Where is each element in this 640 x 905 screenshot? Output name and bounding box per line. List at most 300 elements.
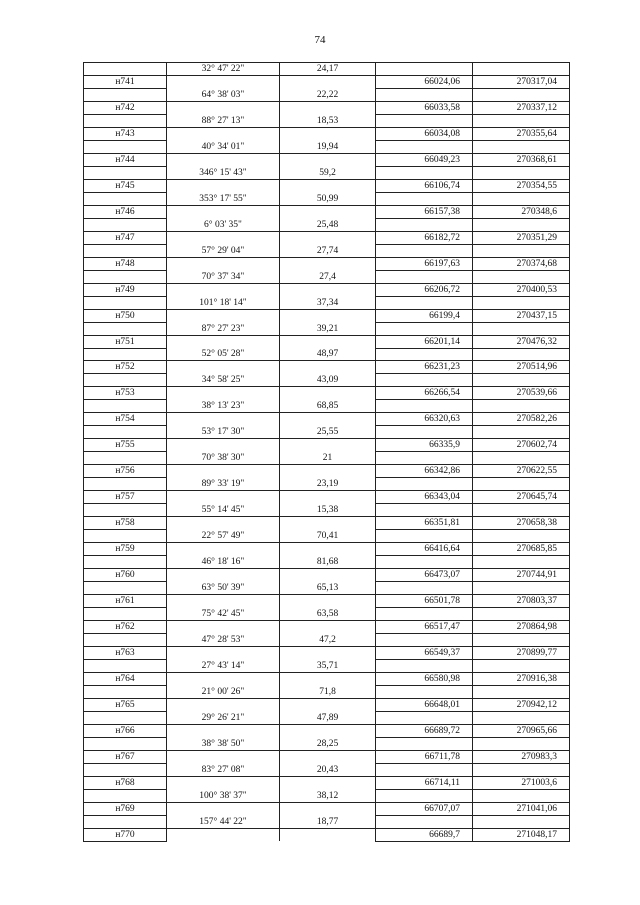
x-coordinate-cell: 66320,63 xyxy=(376,413,473,426)
x-cell xyxy=(376,374,473,387)
point-cell xyxy=(84,270,167,283)
distance-cell: 47,89 xyxy=(280,711,376,724)
y-cell xyxy=(473,737,570,750)
y-coordinate-cell: 270658,38 xyxy=(473,517,570,530)
distance-cell: 65,13 xyxy=(280,582,376,595)
point-name-cell: н749 xyxy=(84,283,167,296)
distance-cell xyxy=(280,413,376,426)
x-coordinate-cell: 66343,04 xyxy=(376,491,473,504)
x-coordinate-cell: 66416,64 xyxy=(376,543,473,556)
distance-cell: 21 xyxy=(280,452,376,465)
table-row-point xyxy=(84,491,570,504)
x-cell xyxy=(376,763,473,776)
angle-cell: 29° 26' 21" xyxy=(167,711,280,724)
distance-cell xyxy=(280,361,376,374)
x-coordinate-cell: 66201,14 xyxy=(376,335,473,348)
table-row-edge xyxy=(84,270,570,283)
point-name-cell: н748 xyxy=(84,257,167,270)
y-cell xyxy=(473,296,570,309)
point-cell xyxy=(84,711,167,724)
x-coordinate-cell: 66342,86 xyxy=(376,465,473,478)
x-coordinate-cell: 66689,72 xyxy=(376,724,473,737)
y-coordinate-cell: 271041,06 xyxy=(473,802,570,815)
table-row-point xyxy=(84,335,570,348)
angle-cell: 27° 43' 14" xyxy=(167,659,280,672)
angle-cell xyxy=(167,361,280,374)
x-cell xyxy=(376,530,473,543)
table-row-edge xyxy=(84,685,570,698)
angle-cell xyxy=(167,335,280,348)
y-cell xyxy=(473,63,570,76)
table-row-point xyxy=(84,179,570,192)
y-coordinate-cell: 270476,32 xyxy=(473,335,570,348)
distance-cell: 43,09 xyxy=(280,374,376,387)
angle-cell: 88° 27' 13" xyxy=(167,114,280,127)
distance-cell: 48,97 xyxy=(280,348,376,361)
angle-cell: 52° 05' 28" xyxy=(167,348,280,361)
y-cell xyxy=(473,244,570,257)
distance-cell: 20,43 xyxy=(280,763,376,776)
angle-cell xyxy=(167,672,280,685)
page-number: 74 xyxy=(314,34,326,46)
angle-cell: 22° 57' 49" xyxy=(167,530,280,543)
angle-cell xyxy=(167,491,280,504)
angle-cell xyxy=(167,621,280,634)
table-row-point xyxy=(84,569,570,582)
point-cell xyxy=(84,296,167,309)
y-coordinate-cell: 270983,3 xyxy=(473,750,570,763)
distance-cell xyxy=(280,595,376,608)
y-coordinate-cell: 270645,74 xyxy=(473,491,570,504)
distance-cell: 38,12 xyxy=(280,789,376,802)
x-coordinate-cell: 66648,01 xyxy=(376,698,473,711)
angle-cell xyxy=(167,517,280,530)
table-row-edge xyxy=(84,556,570,569)
distance-cell xyxy=(280,621,376,634)
angle-cell xyxy=(167,257,280,270)
y-cell xyxy=(473,711,570,724)
angle-cell: 346° 15' 43" xyxy=(167,166,280,179)
y-coordinate-cell: 270744,91 xyxy=(473,569,570,582)
angle-cell xyxy=(167,569,280,582)
angle-cell xyxy=(167,153,280,166)
x-coordinate-cell: 66473,07 xyxy=(376,569,473,582)
table-row-edge xyxy=(84,374,570,387)
angle-cell xyxy=(167,543,280,556)
table-row-edge xyxy=(84,582,570,595)
table-row-edge xyxy=(84,530,570,543)
distance-cell: 27,74 xyxy=(280,244,376,257)
distance-cell xyxy=(280,76,376,89)
point-name-cell: н745 xyxy=(84,179,167,192)
distance-cell: 81,68 xyxy=(280,556,376,569)
coordinates-table xyxy=(83,62,570,842)
angle-cell xyxy=(167,465,280,478)
y-cell xyxy=(473,322,570,335)
y-cell xyxy=(473,478,570,491)
table-row-point xyxy=(84,153,570,166)
x-cell xyxy=(376,608,473,621)
point-cell xyxy=(84,634,167,647)
table-row-edge xyxy=(84,763,570,776)
angle-cell: 40° 34' 01" xyxy=(167,140,280,153)
distance-cell: 18,77 xyxy=(280,815,376,828)
distance-cell: 59,2 xyxy=(280,166,376,179)
x-coordinate-cell: 66501,78 xyxy=(376,595,473,608)
distance-cell xyxy=(280,776,376,789)
angle-cell xyxy=(167,724,280,737)
point-name-cell: н767 xyxy=(84,750,167,763)
x-coordinate-cell: 66182,72 xyxy=(376,231,473,244)
y-cell xyxy=(473,659,570,672)
x-coordinate-cell: 66231,23 xyxy=(376,361,473,374)
point-name-cell: н764 xyxy=(84,672,167,685)
table-row-point xyxy=(84,776,570,789)
angle-cell: 83° 27' 08" xyxy=(167,763,280,776)
angle-cell: 100° 38' 37" xyxy=(167,789,280,802)
table-row-point xyxy=(84,595,570,608)
angle-cell xyxy=(167,698,280,711)
x-coordinate-cell: 66266,54 xyxy=(376,387,473,400)
angle-cell xyxy=(167,205,280,218)
table-row-point xyxy=(84,387,570,400)
point-cell xyxy=(84,530,167,543)
y-cell xyxy=(473,270,570,283)
table-row-point xyxy=(84,646,570,659)
point-cell xyxy=(84,63,167,76)
distance-cell xyxy=(280,569,376,582)
point-name-cell: н760 xyxy=(84,569,167,582)
table-row-edge xyxy=(84,452,570,465)
table-row-point xyxy=(84,257,570,270)
point-cell xyxy=(84,685,167,698)
y-cell xyxy=(473,192,570,205)
x-cell xyxy=(376,89,473,102)
y-cell xyxy=(473,140,570,153)
x-cell xyxy=(376,711,473,724)
x-coordinate-cell: 66199,4 xyxy=(376,309,473,322)
x-cell xyxy=(376,270,473,283)
y-cell xyxy=(473,530,570,543)
distance-cell xyxy=(280,335,376,348)
x-coordinate-cell: 66033,58 xyxy=(376,101,473,114)
distance-cell xyxy=(280,724,376,737)
y-coordinate-cell: 270899,77 xyxy=(473,646,570,659)
distance-cell: 19,94 xyxy=(280,140,376,153)
y-cell xyxy=(473,815,570,828)
point-name-cell: н759 xyxy=(84,543,167,556)
x-coordinate-cell: 66106,74 xyxy=(376,179,473,192)
angle-cell: 63° 50' 39" xyxy=(167,582,280,595)
point-name-cell: н753 xyxy=(84,387,167,400)
x-cell xyxy=(376,348,473,361)
x-coordinate-cell: 66197,63 xyxy=(376,257,473,270)
x-coordinate-cell: 66580,98 xyxy=(376,672,473,685)
y-coordinate-cell: 270582,26 xyxy=(473,413,570,426)
y-cell xyxy=(473,426,570,439)
x-coordinate-cell: 66707,07 xyxy=(376,802,473,815)
angle-cell xyxy=(167,76,280,89)
point-name-cell: н742 xyxy=(84,101,167,114)
point-cell xyxy=(84,737,167,750)
point-cell xyxy=(84,166,167,179)
table-row-point xyxy=(84,309,570,322)
angle-cell xyxy=(167,802,280,815)
table-row-point xyxy=(84,672,570,685)
y-cell xyxy=(473,166,570,179)
angle-cell xyxy=(167,231,280,244)
distance-cell xyxy=(280,205,376,218)
distance-cell xyxy=(280,283,376,296)
table-row-edge xyxy=(84,114,570,127)
angle-cell xyxy=(167,776,280,789)
y-coordinate-cell: 270355,64 xyxy=(473,127,570,140)
distance-cell: 37,34 xyxy=(280,296,376,309)
angle-cell: 70° 38' 30" xyxy=(167,452,280,465)
angle-cell: 87° 27' 23" xyxy=(167,322,280,335)
point-cell xyxy=(84,348,167,361)
angle-cell xyxy=(167,828,280,841)
coordinates-table-body xyxy=(84,63,570,842)
y-coordinate-cell: 270354,55 xyxy=(473,179,570,192)
y-coordinate-cell: 270368,61 xyxy=(473,153,570,166)
point-cell xyxy=(84,582,167,595)
distance-cell: 24,17 xyxy=(280,63,376,76)
point-name-cell: н770 xyxy=(84,828,167,841)
point-name-cell: н766 xyxy=(84,724,167,737)
y-cell xyxy=(473,685,570,698)
x-cell xyxy=(376,556,473,569)
x-cell xyxy=(376,140,473,153)
y-coordinate-cell: 271048,17 xyxy=(473,828,570,841)
y-coordinate-cell: 270803,37 xyxy=(473,595,570,608)
table-row-point xyxy=(84,283,570,296)
table-row-point xyxy=(84,750,570,763)
point-cell xyxy=(84,218,167,231)
distance-cell xyxy=(280,387,376,400)
table-row-point xyxy=(84,361,570,374)
point-cell xyxy=(84,244,167,257)
table-row-edge xyxy=(84,634,570,647)
x-coordinate-cell: 66517,47 xyxy=(376,621,473,634)
x-cell xyxy=(376,296,473,309)
table-row-first xyxy=(84,63,570,76)
table-row-edge xyxy=(84,140,570,153)
table-row-edge xyxy=(84,789,570,802)
angle-cell xyxy=(167,387,280,400)
x-cell xyxy=(376,582,473,595)
y-cell xyxy=(473,608,570,621)
point-name-cell: н763 xyxy=(84,646,167,659)
distance-cell: 25,55 xyxy=(280,426,376,439)
table-row-point xyxy=(84,621,570,634)
distance-cell: 68,85 xyxy=(280,400,376,413)
distance-cell: 15,38 xyxy=(280,504,376,517)
x-coordinate-cell: 66049,23 xyxy=(376,153,473,166)
point-name-cell: н744 xyxy=(84,153,167,166)
y-coordinate-cell: 270374,68 xyxy=(473,257,570,270)
point-cell xyxy=(84,140,167,153)
distance-cell xyxy=(280,543,376,556)
y-cell xyxy=(473,218,570,231)
table-row-point xyxy=(84,517,570,530)
point-cell xyxy=(84,763,167,776)
y-coordinate-cell: 270965,66 xyxy=(473,724,570,737)
y-cell xyxy=(473,89,570,102)
distance-cell xyxy=(280,231,376,244)
x-coordinate-cell: 66157,38 xyxy=(376,205,473,218)
table-row-edge xyxy=(84,659,570,672)
angle-cell xyxy=(167,646,280,659)
angle-cell: 34° 58' 25" xyxy=(167,374,280,387)
x-cell xyxy=(376,322,473,335)
table-row-point xyxy=(84,127,570,140)
table-row-edge xyxy=(84,166,570,179)
angle-cell xyxy=(167,101,280,114)
angle-cell: 75° 42' 45" xyxy=(167,608,280,621)
angle-cell xyxy=(167,595,280,608)
table-row-point xyxy=(84,231,570,244)
table-row-edge xyxy=(84,608,570,621)
y-coordinate-cell: 270351,29 xyxy=(473,231,570,244)
angle-cell: 53° 17' 30" xyxy=(167,426,280,439)
distance-cell xyxy=(280,179,376,192)
table-row-edge xyxy=(84,322,570,335)
x-cell xyxy=(376,685,473,698)
y-cell xyxy=(473,400,570,413)
y-cell xyxy=(473,114,570,127)
point-cell xyxy=(84,659,167,672)
y-coordinate-cell: 270437,15 xyxy=(473,309,570,322)
x-coordinate-cell: 66711,78 xyxy=(376,750,473,763)
distance-cell: 39,21 xyxy=(280,322,376,335)
point-cell xyxy=(84,192,167,205)
x-cell xyxy=(376,244,473,257)
table-row-edge xyxy=(84,426,570,439)
y-coordinate-cell: 270317,04 xyxy=(473,76,570,89)
x-cell xyxy=(376,426,473,439)
x-coordinate-cell: 66034,08 xyxy=(376,127,473,140)
distance-cell xyxy=(280,828,376,841)
point-cell xyxy=(84,114,167,127)
y-cell xyxy=(473,504,570,517)
table-row-edge xyxy=(84,504,570,517)
angle-cell: 38° 13' 23" xyxy=(167,400,280,413)
point-name-cell: н752 xyxy=(84,361,167,374)
table-row-edge xyxy=(84,815,570,828)
point-cell xyxy=(84,478,167,491)
point-name-cell: н755 xyxy=(84,439,167,452)
distance-cell: 71,8 xyxy=(280,685,376,698)
table-row-edge xyxy=(84,192,570,205)
x-cell xyxy=(376,400,473,413)
y-coordinate-cell: 270348,6 xyxy=(473,205,570,218)
angle-cell: 89° 33' 19" xyxy=(167,478,280,491)
distance-cell: 70,41 xyxy=(280,530,376,543)
angle-cell xyxy=(167,283,280,296)
distance-cell: 27,4 xyxy=(280,270,376,283)
x-cell xyxy=(376,63,473,76)
point-cell xyxy=(84,374,167,387)
y-cell xyxy=(473,556,570,569)
angle-cell xyxy=(167,127,280,140)
y-cell xyxy=(473,789,570,802)
distance-cell: 50,99 xyxy=(280,192,376,205)
distance-cell xyxy=(280,101,376,114)
angle-cell: 353° 17' 55" xyxy=(167,192,280,205)
y-cell xyxy=(473,582,570,595)
y-coordinate-cell: 270539,66 xyxy=(473,387,570,400)
table-row-edge xyxy=(84,244,570,257)
x-coordinate-cell: 66024,06 xyxy=(376,76,473,89)
x-cell xyxy=(376,634,473,647)
distance-cell xyxy=(280,153,376,166)
angle-cell: 55° 14' 45" xyxy=(167,504,280,517)
x-coordinate-cell: 66206,72 xyxy=(376,283,473,296)
table-row-edge xyxy=(84,89,570,102)
x-cell xyxy=(376,504,473,517)
table-row-point xyxy=(84,76,570,89)
y-coordinate-cell: 270337,12 xyxy=(473,101,570,114)
distance-cell: 23,19 xyxy=(280,478,376,491)
x-cell xyxy=(376,114,473,127)
point-name-cell: н747 xyxy=(84,231,167,244)
y-cell xyxy=(473,452,570,465)
point-cell xyxy=(84,89,167,102)
angle-cell xyxy=(167,179,280,192)
y-cell xyxy=(473,763,570,776)
point-name-cell: н750 xyxy=(84,309,167,322)
distance-cell xyxy=(280,698,376,711)
distance-cell xyxy=(280,439,376,452)
angle-cell: 47° 28' 53" xyxy=(167,634,280,647)
y-coordinate-cell: 270602,74 xyxy=(473,439,570,452)
x-cell xyxy=(376,166,473,179)
angle-cell: 157° 44' 22" xyxy=(167,815,280,828)
table-row-edge xyxy=(84,478,570,491)
table-row-edge xyxy=(84,711,570,724)
table-row-point xyxy=(84,205,570,218)
table-row-edge xyxy=(84,348,570,361)
y-coordinate-cell: 270942,12 xyxy=(473,698,570,711)
distance-cell xyxy=(280,257,376,270)
table-row-edge xyxy=(84,296,570,309)
point-name-cell: н751 xyxy=(84,335,167,348)
point-name-cell: н743 xyxy=(84,127,167,140)
distance-cell: 28,25 xyxy=(280,737,376,750)
table-row-edge xyxy=(84,737,570,750)
point-name-cell: н754 xyxy=(84,413,167,426)
distance-cell xyxy=(280,491,376,504)
x-cell xyxy=(376,659,473,672)
table-row-point xyxy=(84,101,570,114)
point-cell xyxy=(84,504,167,517)
y-coordinate-cell: 270400,53 xyxy=(473,283,570,296)
x-cell xyxy=(376,192,473,205)
distance-cell: 47,2 xyxy=(280,634,376,647)
angle-cell: 38° 38' 50" xyxy=(167,737,280,750)
distance-cell xyxy=(280,672,376,685)
x-cell xyxy=(376,478,473,491)
point-cell xyxy=(84,452,167,465)
distance-cell: 35,71 xyxy=(280,659,376,672)
table-row-edge xyxy=(84,400,570,413)
point-cell xyxy=(84,426,167,439)
angle-cell: 32° 47' 22" xyxy=(167,63,280,76)
x-cell xyxy=(376,218,473,231)
angle-cell: 57° 29' 04" xyxy=(167,244,280,257)
table-row-point xyxy=(84,465,570,478)
